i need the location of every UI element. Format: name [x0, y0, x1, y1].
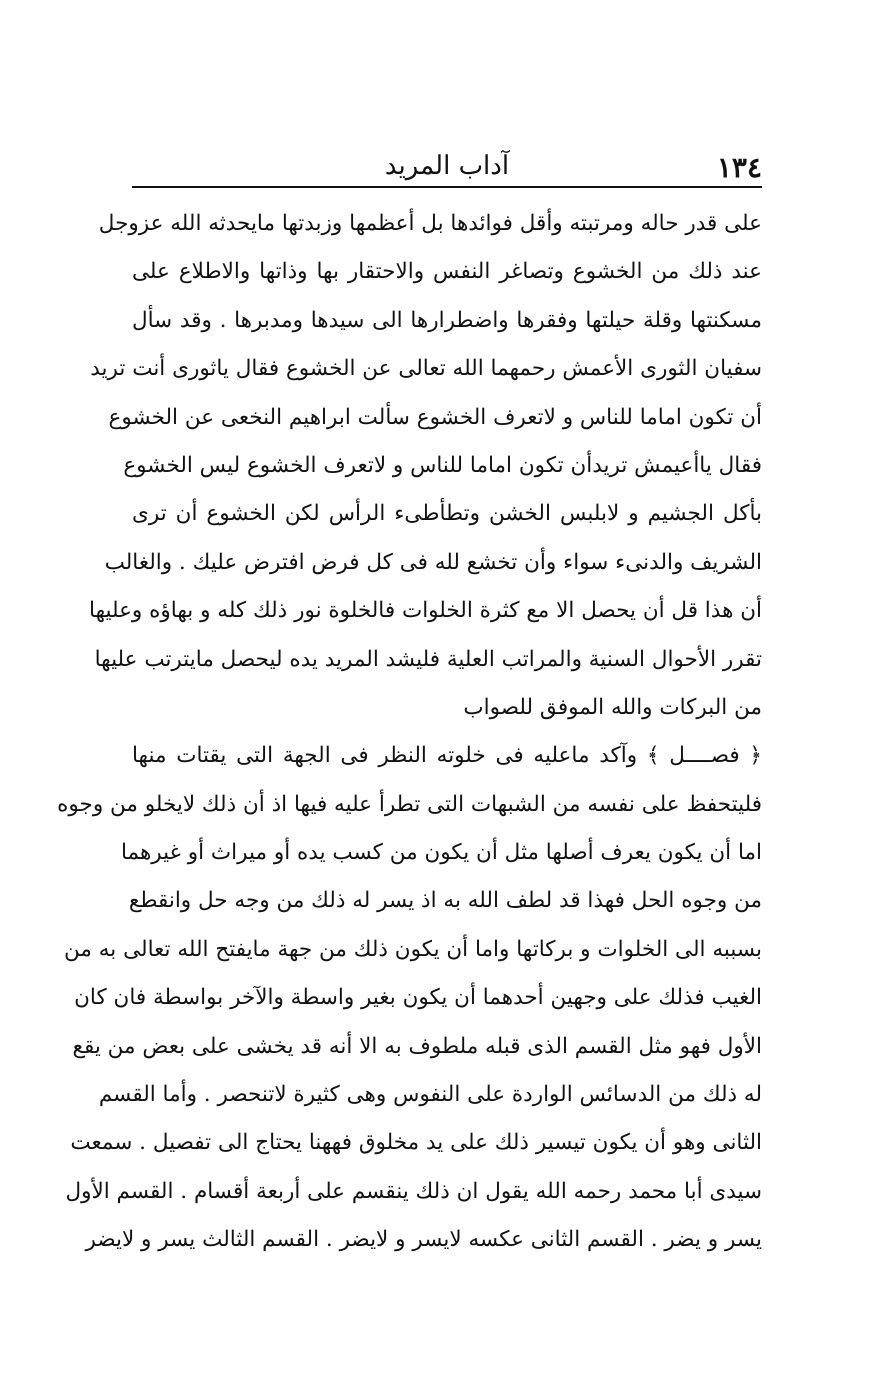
text-line: بأكل الجشيم و لابلبس الخشن وتطأطىء الرأس لكن الخشوع أن ترى [132, 501, 762, 527]
text-line: تقرر الأحوال السنية والمراتب العلية فليشد المريد يده ليحصل مايترتب عليها [94, 646, 762, 672]
page-number: ١٣٤ [716, 151, 762, 184]
text-line: اما أن يكون يعرف أصلها مثل أن يكون من كسب يده أو ميراث أو غيرهما [120, 840, 762, 866]
text-line: على قدر حاله ومرتبته وأقل فوائدها بل أعظمها وزبدتها مايحدثه الله عزوجل [98, 211, 762, 236]
text-line: أن هذا قل أن يحصل الا مع كثرة الخلوات فالخلوة نور ذلك كله و بهاؤه وعليها [89, 598, 762, 624]
text-line: فليتحفظ على نفسه من الشبهات التى تطرأ عليه فيها اذ أن ذلك لايخلو من وجوه [57, 791, 762, 817]
section-heading-line: ﴿ فصــــل ﴾ وآكد ماعليه فى خلوته النظر فى الجهة التى يقتات منها [132, 743, 762, 769]
text-line: بسببه الى الخلوات و بركاتها واما أن يكون ذلك من جهة مايفتح الله تعالى به من [64, 936, 762, 962]
text-line: أن تكون اماما للناس و لاتعرف الخشوع سألت ابراهيم النخعى عن الخشوع [108, 404, 762, 430]
text-line: له ذلك من الدسائس الواردة على النفوس وهى كثيرة لاتنحصر . وأما القسم [98, 1082, 762, 1108]
text-line: الأول فهو مثل القسم الذى قبله ملطوف به الا أنه قد يخشى على بعض من يقع [72, 1033, 762, 1059]
text-line: الثانى وهو أن يكون تيسير ذلك على يد مخلوق فههنا يحتاج الى تفصيل . سمعت [70, 1130, 762, 1156]
text-line: الغيب فذلك على وجهين أحدهما أن يكون بغير واسطة والآخر بواسطة فان كان [74, 985, 762, 1011]
page-header [132, 150, 762, 186]
text-line: يسر و يضر . القسم الثانى عكسه لايسر و لايضر . القسم الثالث يسر و لايضر [85, 1227, 762, 1253]
body-text [57, 200, 762, 1265]
text-line: سيدى أبا محمد رحمه الله يقول ان ذلك ينقسم على أربعة أقسام . القسم الأول [65, 1178, 762, 1204]
text-line: عند ذلك من الخشوع وتصاغر النفس والاحتقار بها وذاتها والاطلاع على [132, 259, 762, 285]
running-title: آداب المريد [384, 151, 510, 181]
text-line: مسكنتها وقلة حيلتها وفقرها واضطرارها الى سيدها ومدبرها . وقد سأل [132, 307, 762, 333]
text-line: فقال ياأعيمش تريدأن تكون اماما للناس و لاتعرف الخشوع ليس الخشوع [123, 452, 762, 478]
text-line: الشريف والدنىء سواء وأن تخشع لله فى كل فرض افترض عليك . والغالب [104, 549, 762, 575]
text-line: من وجوه الحل فهذا قد لطف الله به اذ يسر له ذلك من وجه حل وانقطع [128, 888, 762, 914]
header-rule [132, 186, 762, 188]
text-line: سفيان الثورى الأعمش رحمهما الله تعالى عن الخشوع فقال ياثورى أنت تريد [90, 356, 762, 382]
text-line-paragraph-end: من البركات والله الموفق للصواب [463, 694, 762, 720]
